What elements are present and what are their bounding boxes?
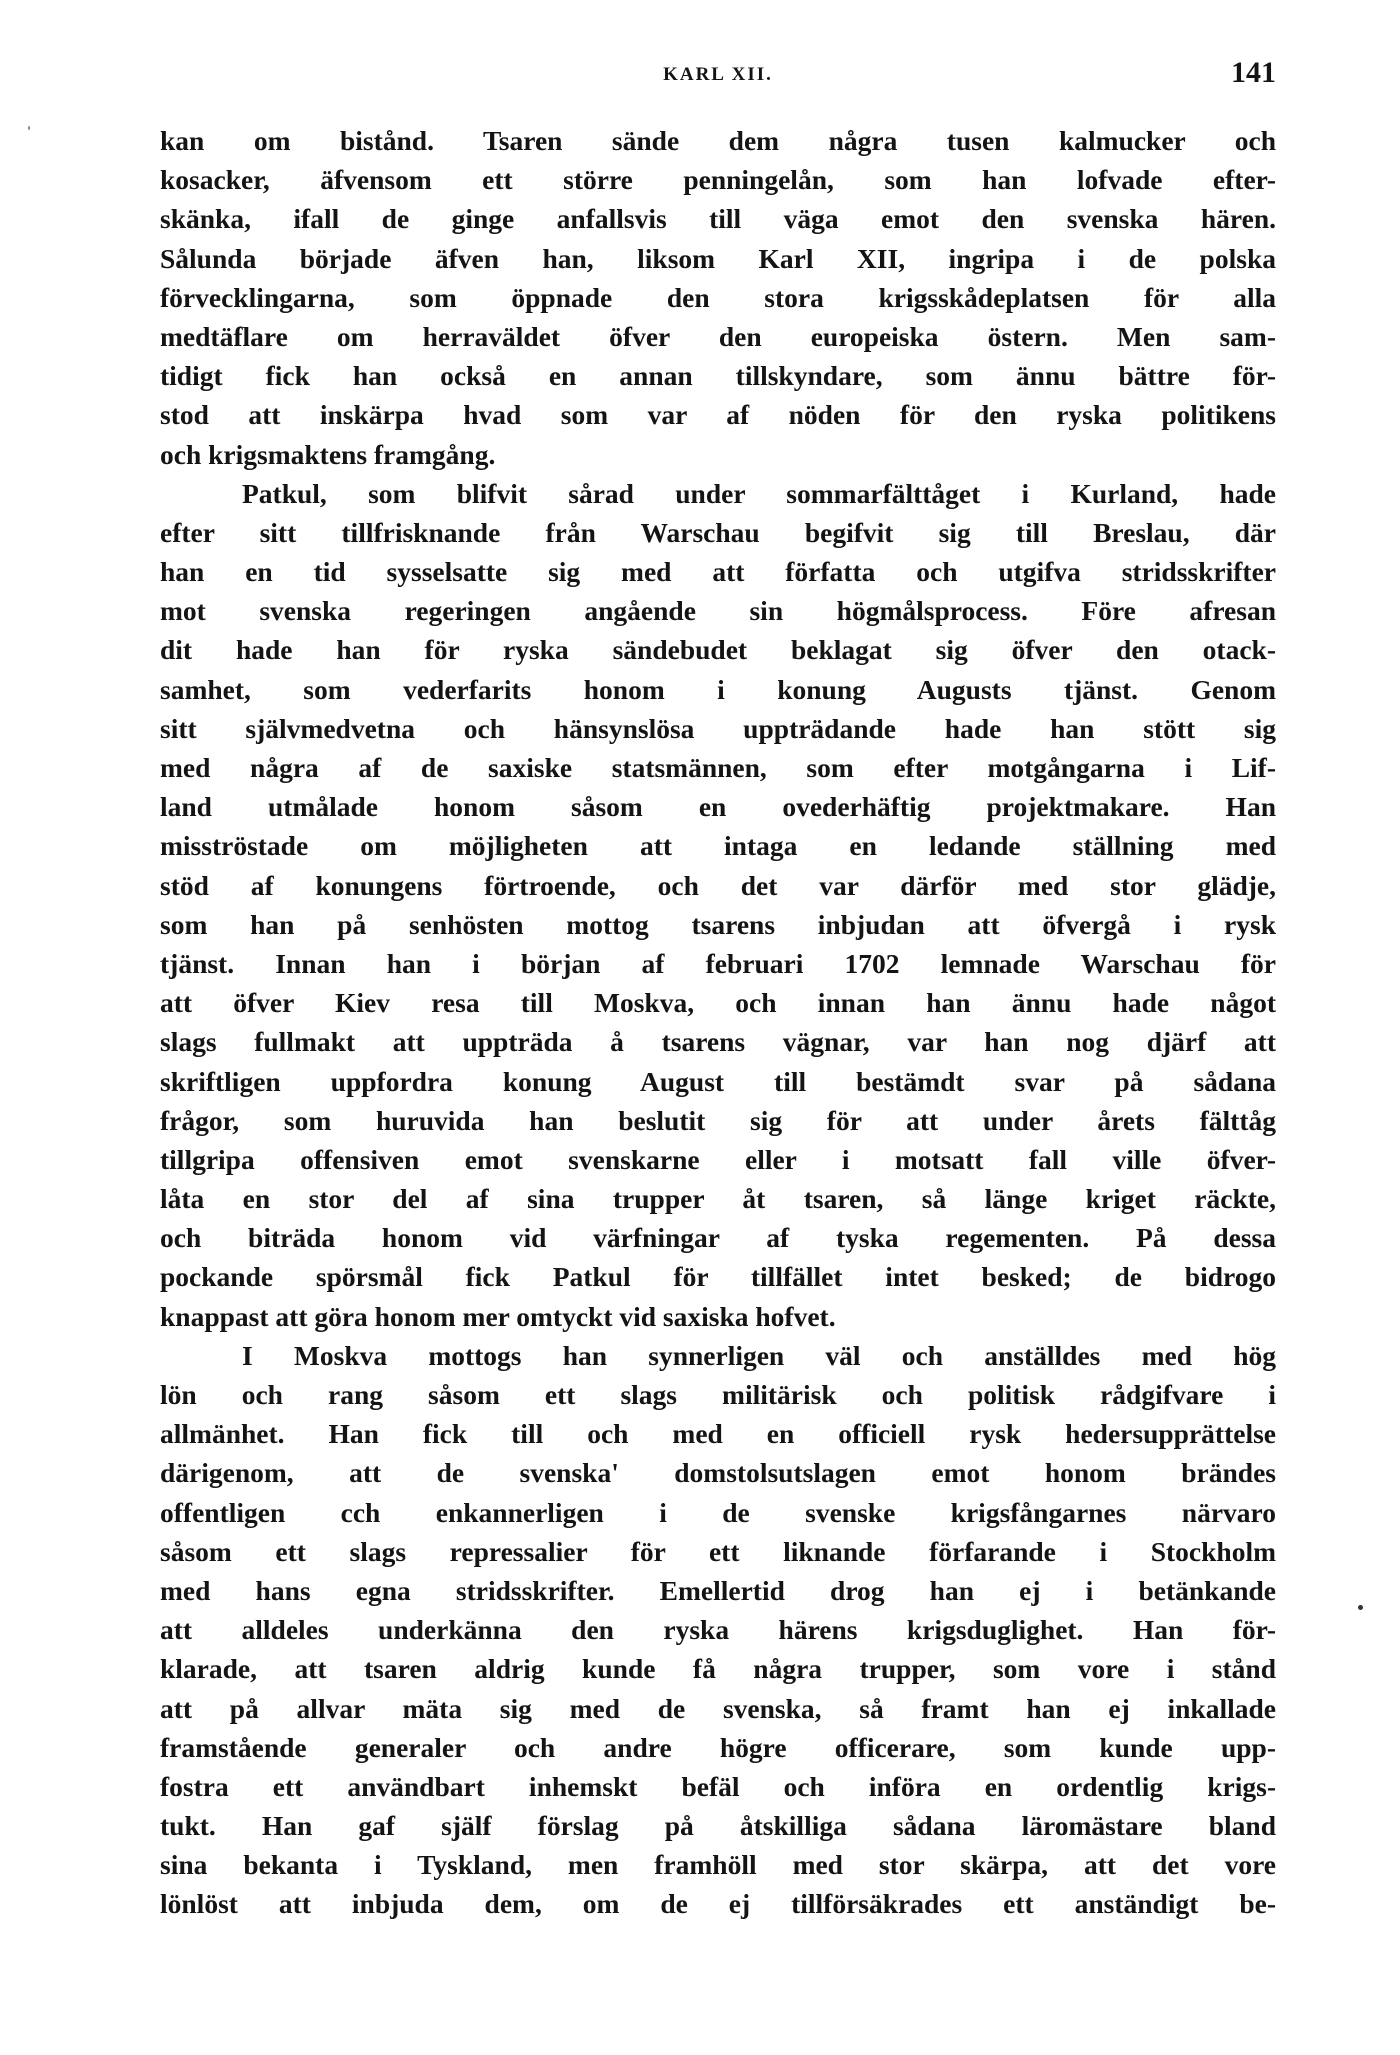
text-line: att öfver Kiev resa till Moskva, och innan han ännu hade något xyxy=(160,987,1276,1019)
running-title: KARL XII. xyxy=(663,64,773,85)
text-line: land utmålade honom såsom en ovederhäftig projektmakare. Han xyxy=(160,791,1276,823)
text-line: frågor, som huruvida han beslutit sig för att under årets fälttåg xyxy=(160,1104,1276,1136)
text-line: sitt självmedvetna och hänsynslösa uppträdande hade han stött sig xyxy=(160,712,1276,744)
print-speck xyxy=(1358,1605,1363,1610)
text-line: han en tid sysselsatte sig med att författa och utgifva stridsskrifter xyxy=(160,556,1276,588)
text-line: slags fullmakt att uppträda å tsarens vägnar, var han nog djärf att xyxy=(160,1026,1276,1058)
text-line: såsom ett slags repressalier för ett liknande förfarande i Stockholm xyxy=(160,1535,1276,1567)
text-line: tjänst. Innan han i början af februari 1702 lemnade Warschau för xyxy=(160,947,1276,979)
text-line: med några af de saxiske statsmännen, som efter motgångarna i Lif- xyxy=(160,752,1276,783)
text-line: Sålunda började äfven han, liksom Karl XII, ingripa i de polska xyxy=(160,242,1276,274)
text-line: därigenom, att de svenska' domstolsutslagen emot honom brändes xyxy=(160,1457,1276,1489)
text-line: fostra ett användbart inhemskt befäl och införa en ordentlig krigs- xyxy=(160,1770,1276,1802)
text-line: förvecklingarna, som öppnade den stora krigsskådeplatsen för alla xyxy=(160,281,1276,313)
text-line: med hans egna stridsskrifter. Emellertid drog han ej i betänkande xyxy=(160,1574,1276,1606)
page-number: 141 xyxy=(1231,56,1276,89)
text-line: klarade, att tsaren aldrig kunde få några trupper, som vore i stånd xyxy=(160,1653,1276,1685)
text-line: dit hade han för ryska sändebudet beklagat sig öfver den otack- xyxy=(160,634,1276,666)
text-line: och biträda honom vid värfningar af tyska regementen. På dessa xyxy=(160,1222,1276,1254)
text-line: misströstade om möjligheten att intaga en ledande ställning med xyxy=(160,830,1276,862)
text-line: samhet, som vederfarits honom i konung Augusts tjänst. Genom xyxy=(160,673,1276,705)
body-text xyxy=(160,121,1276,1924)
text-line: mot svenska regeringen angående sin högmålsprocess. Före afresan xyxy=(160,595,1276,627)
text-line: framstående generaler och andre högre officerare, som kunde upp- xyxy=(160,1731,1276,1763)
running-head xyxy=(160,56,1276,96)
print-speck xyxy=(28,126,30,130)
text-line: knappast att göra honom mer omtyckt vid saxiska hofvet. xyxy=(160,1300,836,1332)
text-line: kosacker, äfvensom ett större penningelån, som han lofvade efter- xyxy=(160,164,1276,196)
text-line: skriftligen uppfordra konung August till bestämdt svar på sådana xyxy=(160,1065,1276,1097)
paragraph-first-line: I Moskva mottogs han synnerligen väl och anställdes med hög xyxy=(242,1339,1276,1371)
text-line: stod att inskärpa hvad som var af nöden för den ryska politikens xyxy=(160,399,1276,431)
text-line: allmänhet. Han fick till och med en officiell rysk hedersupprättelse xyxy=(160,1418,1276,1450)
text-line: låta en stor del af sina trupper åt tsaren, så länge kriget räckte, xyxy=(160,1183,1276,1215)
text-line: tukt. Han gaf själf förslag på åtskilliga sådana läromästare bland xyxy=(160,1810,1276,1842)
text-line: tidigt fick han också en annan tillskyndare, som ännu bättre för- xyxy=(160,360,1276,392)
text-line: efter sitt tillfrisknande från Warschau begifvit sig till Breslau, där xyxy=(160,516,1276,548)
text-line: tillgripa offensiven emot svenskarne eller i motsatt fall ville öfver- xyxy=(160,1143,1276,1175)
text-line: kan om bistånd. Tsaren sände dem några tusen kalmucker och xyxy=(160,125,1276,156)
text-line: stöd af konungens förtroende, och det var därför med stor glädje, xyxy=(160,869,1276,901)
text-line: medtäflare om herraväldet öfver den europeiska östern. Men sam- xyxy=(160,320,1276,352)
text-line: som han på senhösten mottog tsarens inbjudan att öfvergå i rysk xyxy=(160,908,1276,940)
text-line: lön och rang såsom ett slags militärisk och politisk rådgifvare i xyxy=(160,1379,1276,1410)
text-line: offentligen cch enkannerligen i de svenske krigsfångarnes närvaro xyxy=(160,1496,1276,1528)
text-line: och krigsmaktens framgång. xyxy=(160,438,496,470)
text-line: lönlöst att inbjuda dem, om de ej tillförsäkrades ett anständigt be- xyxy=(160,1888,1276,1920)
text-line: sina bekanta i Tyskland, men framhöll med stor skärpa, att det vore xyxy=(160,1849,1276,1881)
text-line: pockande spörsmål fick Patkul för tillfället intet besked; de bidrogo xyxy=(160,1261,1276,1293)
text-line: att på allvar mäta sig med de svenska, så framt han ej inkallade xyxy=(160,1692,1276,1724)
text-line: att alldeles underkänna den ryska härens krigsduglighet. Han för- xyxy=(160,1614,1276,1646)
text-line: skänka, ifall de ginge anfallsvis till väga emot den svenska hären. xyxy=(160,203,1276,235)
paragraph-first-line: Patkul, som blifvit sårad under sommarfälttåget i Kurland, hade xyxy=(242,477,1276,509)
